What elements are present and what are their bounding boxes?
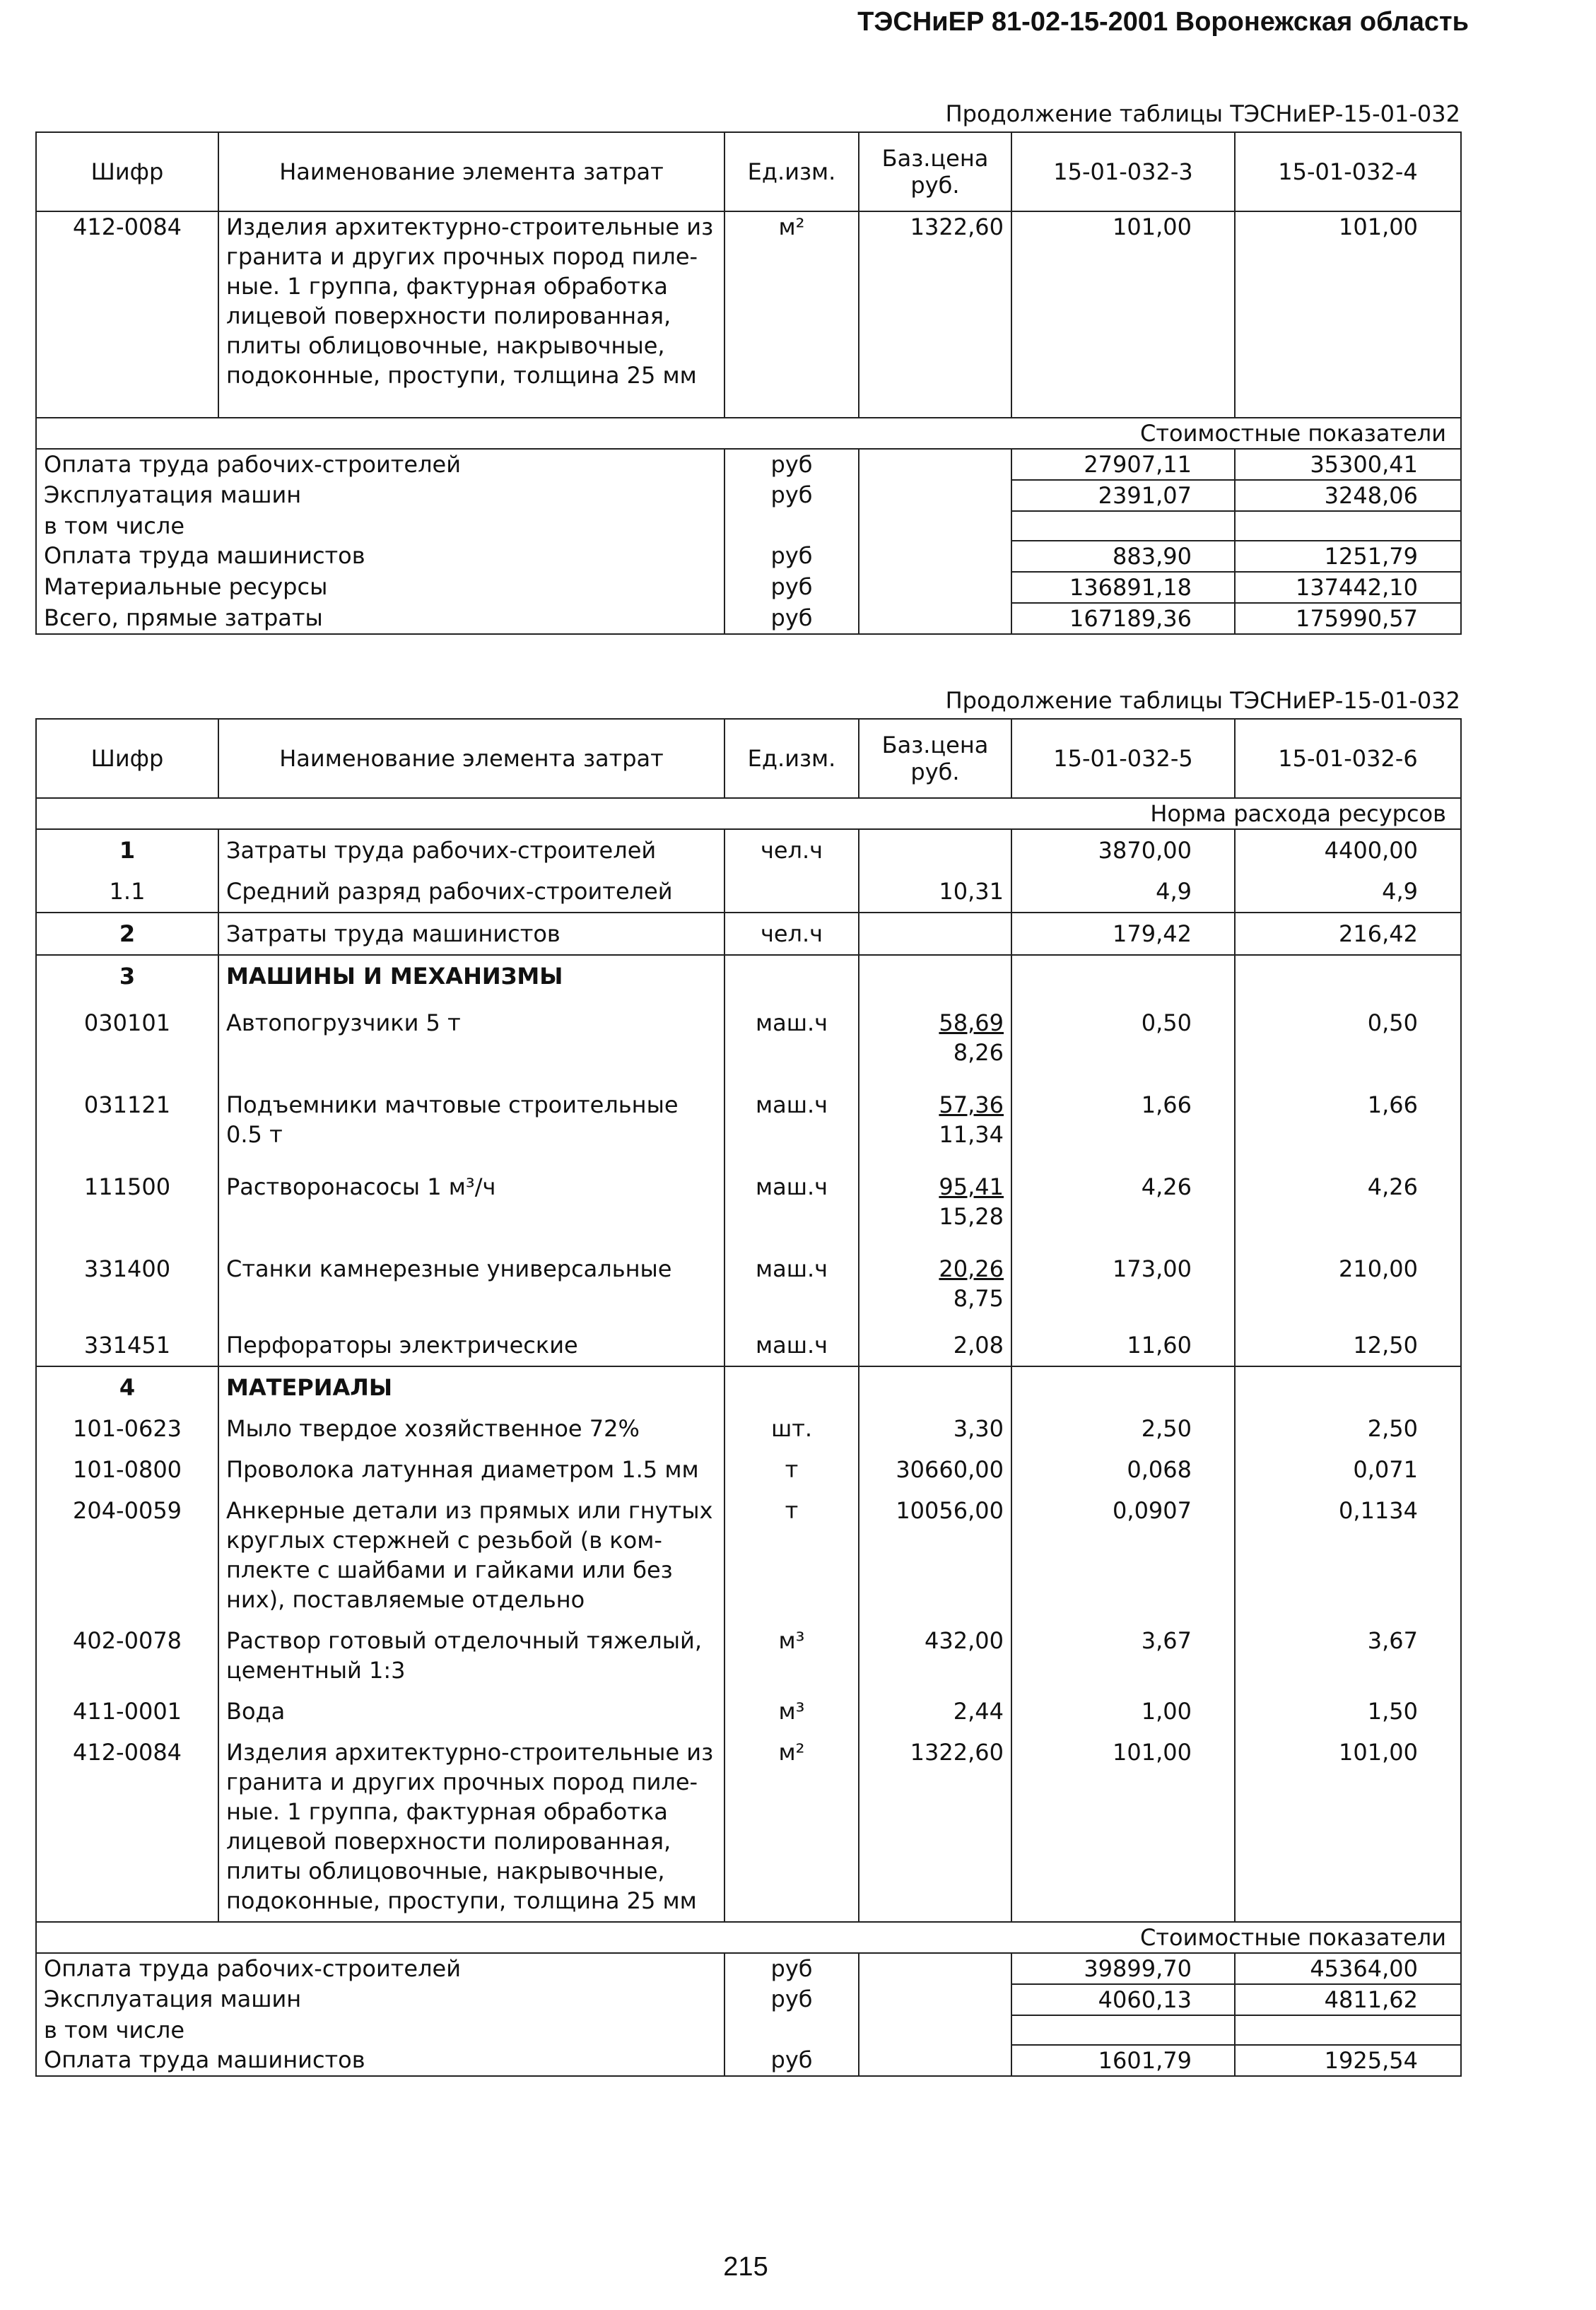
cost-value-b [1235,511,1461,541]
row-unit: т [724,1449,859,1490]
cost-value-b: 3248,06 [1235,480,1461,511]
header-base-price: Баз.цена руб. [859,132,1011,211]
cost-price-empty [859,2045,1011,2076]
row-value-b: 101,00 [1235,1732,1461,1922]
cost-unit [724,2015,859,2045]
cost-name: Материальные ресурсы [36,572,724,603]
row-name: Изделия архитектурно-строительные из гранита и других прочных пород пиле-ные. 1 группа, фактурная обработка лицевой поверхности полированная, плиты облицовочные, накрывочные, подоконные, проступи, толщина 25 мм [218,1732,724,1922]
table-row [36,1490,1461,1620]
cost-name: в том числе [36,511,724,541]
cost-value-a: 27907,11 [1011,449,1235,480]
cost-price-empty [859,2015,1011,2045]
cost-unit: руб [724,1984,859,2015]
section-cost [36,1922,1461,1953]
row-value-b: 0,071 [1235,1449,1461,1490]
row-name: Станки камнерезные универсальные [218,1243,724,1325]
row-price [859,1366,1011,1408]
cost-value-b: 35300,41 [1235,449,1461,480]
header-base-price: Баз.цена руб. [859,719,1011,798]
price-wage: 15,28 [939,1203,1004,1230]
row-name: Затраты труда рабочих-строителей [218,829,724,871]
table-row [36,913,1461,955]
cost-table-2 [35,718,1462,2077]
cost-name: Всего, прямые затраты [36,603,724,634]
row-code: 031121 [36,1079,218,1161]
row-code: 111500 [36,1161,218,1243]
table-row [36,1732,1461,1922]
cost-table-1 [35,131,1462,635]
row-value-b: 12,50 [1235,1325,1461,1366]
cost-value-b: 137442,10 [1235,572,1461,603]
cost-name: Эксплуатация машин [36,480,724,511]
table-row [36,1243,1461,1325]
row-value-b [1235,955,1461,997]
cost-price-empty [859,511,1011,541]
row-value-a: 3,67 [1011,1620,1235,1691]
row-price: 2,08 [859,1325,1011,1366]
row-value-a: 0,0907 [1011,1490,1235,1620]
row-value-a: 0,50 [1011,997,1235,1079]
row-code: 4 [36,1366,218,1408]
cost-row [36,2015,1461,2045]
cost-price-empty [859,572,1011,603]
section-cost [36,418,1461,449]
row-price: 432,00 [859,1620,1011,1691]
table-row [36,871,1461,913]
row-value-a [1011,1366,1235,1408]
row-unit: маш.ч [724,1243,859,1325]
price-wage: 11,34 [939,1121,1004,1148]
price-wage: 8,75 [953,1285,1004,1312]
table-row [36,1325,1461,1366]
row-unit: м² [724,1732,859,1922]
row-code: 331451 [36,1325,218,1366]
row-price: 10056,00 [859,1490,1011,1620]
header-col-b: 15-01-032-4 [1235,132,1461,211]
row-code: 412-0084 [36,211,218,418]
price-wage: 8,26 [953,1039,1004,1066]
row-value-a: 173,00 [1011,1243,1235,1325]
header-name: Наименование элемента затрат [218,719,724,798]
continuation-label-2: Продолжение таблицы ТЭСНиЕР-15-01-032 [945,687,1460,714]
cost-value-a: 167189,36 [1011,603,1235,634]
header-col-a: 15-01-032-5 [1011,719,1235,798]
header-col-a: 15-01-032-3 [1011,132,1235,211]
section-label: Стоимостные показатели [36,1922,1461,1953]
cost-value-a [1011,2015,1235,2045]
row-price [859,1243,1011,1325]
row-code: 412-0084 [36,1732,218,1922]
row-code: 3 [36,955,218,997]
cost-value-a: 883,90 [1011,541,1235,572]
cost-row [36,541,1461,572]
row-code: 101-0800 [36,1449,218,1490]
row-code: 411-0001 [36,1691,218,1732]
row-price [859,1079,1011,1161]
row-unit: маш.ч [724,997,859,1079]
row-name: МАТЕРИАЛЫ [218,1366,724,1408]
cost-row [36,480,1461,511]
row-unit: чел.ч [724,913,859,955]
row-unit: чел.ч [724,829,859,871]
row-price [859,955,1011,997]
row-code: 2 [36,913,218,955]
table-row [36,1449,1461,1490]
section-norm [36,798,1461,829]
row-value-b: 4400,00 [1235,829,1461,871]
cost-value-b: 1925,54 [1235,2045,1461,2076]
row-value-a: 179,42 [1011,913,1235,955]
table-row [36,997,1461,1079]
section-label: Стоимостные показатели [36,418,1461,449]
row-value-b: 3,67 [1235,1620,1461,1691]
row-value-a: 4,9 [1011,871,1235,913]
cost-name: Эксплуатация машин [36,1984,724,2015]
cost-price-empty [859,480,1011,511]
row-price [859,913,1011,955]
cost-row [36,449,1461,480]
header-unit: Ед.изм. [724,132,859,211]
row-price: 1322,60 [859,211,1011,418]
table-row [36,955,1461,997]
cost-price-empty [859,541,1011,572]
cost-unit: руб [724,603,859,634]
row-price [859,1161,1011,1243]
price-total: 95,41 [939,1173,1004,1200]
continuation-label: Продолжение таблицы ТЭСНиЕР-15-01-032 [945,100,1460,127]
document-title: ТЭСНиЕР 81-02-15-2001 Воронежская область [857,7,1469,37]
row-value-b: 2,50 [1235,1408,1461,1449]
cost-price-empty [859,1953,1011,1984]
price-total: 20,26 [939,1255,1004,1282]
row-name: Перфораторы электрические [218,1325,724,1366]
row-price: 10,31 [859,871,1011,913]
row-unit: маш.ч [724,1325,859,1366]
header-code: Шифр [36,132,218,211]
cost-price-empty [859,449,1011,480]
cost-unit: руб [724,480,859,511]
row-value-b: 101,00 [1235,211,1461,418]
row-name: Проволока латунная диаметром 1.5 мм [218,1449,724,1490]
cost-unit [724,511,859,541]
header-col-b: 15-01-032-6 [1235,719,1461,798]
row-value-b: 216,42 [1235,913,1461,955]
row-name: Мыло твердое хозяйственное 72% [218,1408,724,1449]
table-row [36,1691,1461,1732]
cost-unit: руб [724,2045,859,2076]
row-code: 331400 [36,1243,218,1325]
cost-row [36,1984,1461,2015]
cost-value-a: 1601,79 [1011,2045,1235,2076]
cost-row [36,511,1461,541]
row-unit [724,871,859,913]
cost-name: Оплата труда машинистов [36,2045,724,2076]
row-value-a: 1,00 [1011,1691,1235,1732]
row-value-a: 4,26 [1011,1161,1235,1243]
cost-name: Оплата труда машинистов [36,541,724,572]
cost-unit: руб [724,541,859,572]
table-row [36,1408,1461,1449]
row-code: 204-0059 [36,1490,218,1620]
row-name: Подъемники мачтовые строительные 0.5 т [218,1079,724,1161]
row-name: Вода [218,1691,724,1732]
row-value-a: 11,60 [1011,1325,1235,1366]
cost-value-a: 2391,07 [1011,480,1235,511]
row-unit: м³ [724,1691,859,1732]
row-code: 101-0623 [36,1408,218,1449]
row-value-a: 101,00 [1011,211,1235,418]
row-code: 1.1 [36,871,218,913]
row-value-b: 0,50 [1235,997,1461,1079]
row-value-b: 0,1134 [1235,1490,1461,1620]
row-unit [724,955,859,997]
row-price [859,997,1011,1079]
table-row [36,1161,1461,1243]
cost-row [36,1953,1461,1984]
row-unit: м² [724,211,859,418]
row-name: Изделия архитектурно-строительные из гранита и других прочных пород пиле-ные. 1 группа, фактурная обработка лицевой поверхности полированная, плиты облицовочные, накрывочные, подоконные, проступи, толщина 25 мм [218,211,724,418]
table-row [36,829,1461,871]
cost-name: Оплата труда рабочих-строителей [36,1953,724,1984]
row-price: 3,30 [859,1408,1011,1449]
row-value-a [1011,955,1235,997]
row-name: Анкерные детали из прямых или гнутых круглых стержней с резьбой (в ком-плекте с шайбами и гайками или без них), поставляемые отдельно [218,1490,724,1620]
cost-row [36,572,1461,603]
row-code: 402-0078 [36,1620,218,1691]
row-name: Автопогрузчики 5 т [218,997,724,1079]
section-label: Норма расхода ресурсов [36,798,1461,829]
cost-value-a: 136891,18 [1011,572,1235,603]
row-value-b: 210,00 [1235,1243,1461,1325]
row-unit: маш.ч [724,1079,859,1161]
row-value-b: 4,9 [1235,871,1461,913]
row-price: 30660,00 [859,1449,1011,1490]
cost-price-empty [859,603,1011,634]
price-total: 57,36 [939,1091,1004,1118]
cost-unit: руб [724,449,859,480]
cost-value-b: 4811,62 [1235,1984,1461,2015]
cost-name: в том числе [36,2015,724,2045]
row-value-a: 1,66 [1011,1079,1235,1161]
cost-value-a: 39899,70 [1011,1953,1235,1984]
cost-value-b: 175990,57 [1235,603,1461,634]
cost-value-a: 4060,13 [1011,1984,1235,2015]
row-unit [724,1366,859,1408]
cost-unit: руб [724,572,859,603]
table-row [36,211,1461,418]
row-value-a: 101,00 [1011,1732,1235,1922]
cost-value-b: 45364,00 [1235,1953,1461,1984]
row-unit: маш.ч [724,1161,859,1243]
row-name: МАШИНЫ И МЕХАНИЗМЫ [218,955,724,997]
row-price: 1322,60 [859,1732,1011,1922]
row-value-b: 4,26 [1235,1161,1461,1243]
cost-row [36,603,1461,634]
row-name: Средний разряд рабочих-строителей [218,871,724,913]
cost-value-b [1235,2015,1461,2045]
row-code: 030101 [36,997,218,1079]
header-unit: Ед.изм. [724,719,859,798]
row-price: 2,44 [859,1691,1011,1732]
row-value-a: 3870,00 [1011,829,1235,871]
table-row [36,1366,1461,1408]
row-unit: шт. [724,1408,859,1449]
row-name: Раствор готовый отделочный тяжелый, цементный 1:3 [218,1620,724,1691]
page-number: 215 [723,2252,768,2282]
cost-value-a [1011,511,1235,541]
table-row [36,1620,1461,1691]
row-price [859,829,1011,871]
row-code: 1 [36,829,218,871]
cost-row [36,2045,1461,2076]
price-total: 58,69 [939,1009,1004,1036]
row-value-a: 2,50 [1011,1408,1235,1449]
header-name: Наименование элемента затрат [218,132,724,211]
row-value-b: 1,50 [1235,1691,1461,1732]
row-value-a: 0,068 [1011,1449,1235,1490]
cost-value-b: 1251,79 [1235,541,1461,572]
row-unit: т [724,1490,859,1620]
row-value-b: 1,66 [1235,1079,1461,1161]
table-row [36,1079,1461,1161]
cost-price-empty [859,1984,1011,2015]
cost-unit: руб [724,1953,859,1984]
row-unit: м³ [724,1620,859,1691]
row-name: Затраты труда машинистов [218,913,724,955]
header-code: Шифр [36,719,218,798]
cost-name: Оплата труда рабочих-строителей [36,449,724,480]
row-name: Растворонасосы 1 м³/ч [218,1161,724,1243]
row-value-b [1235,1366,1461,1408]
